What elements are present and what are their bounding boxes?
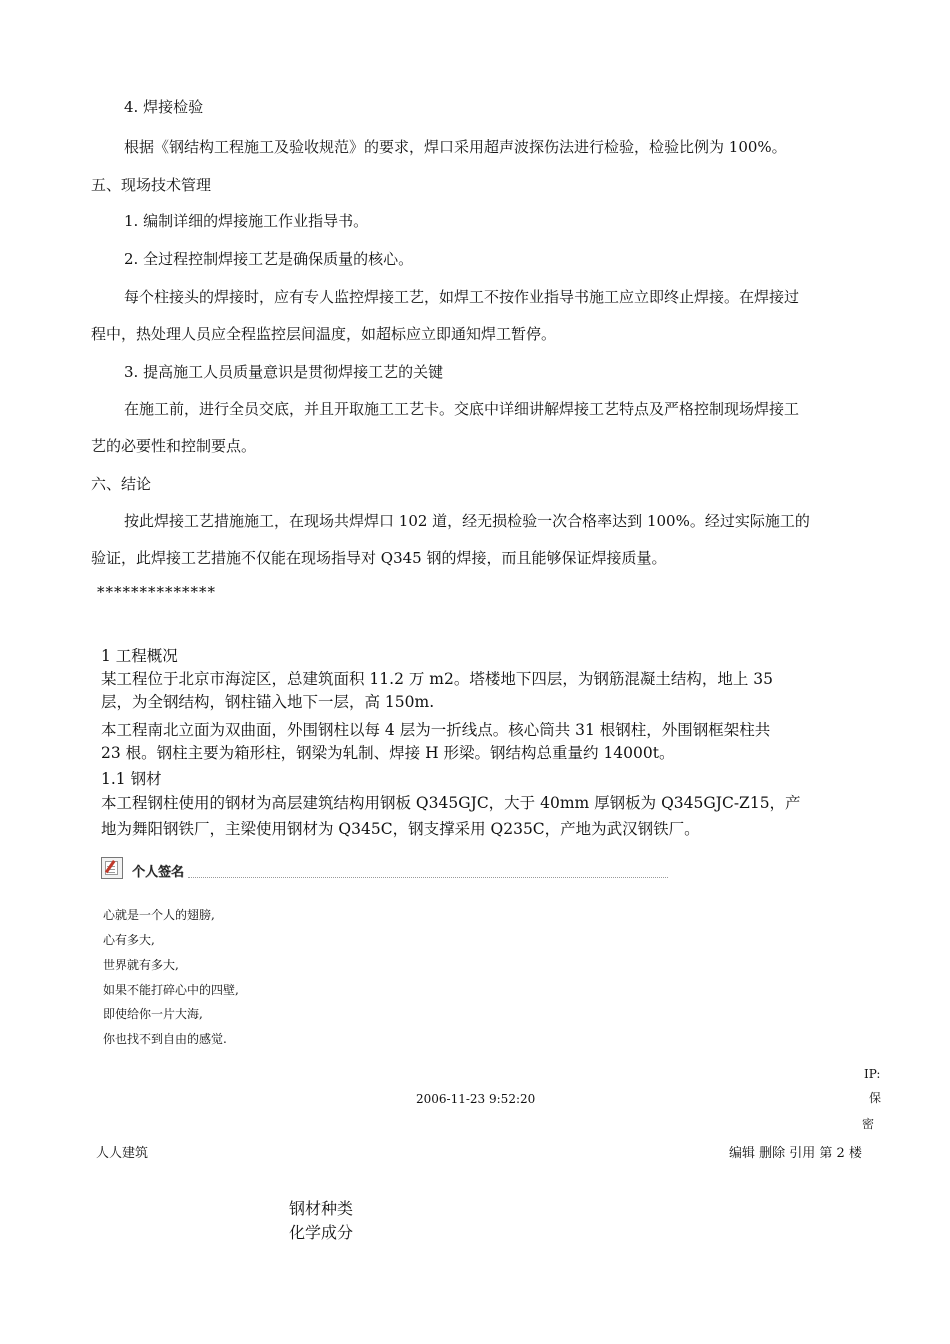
post-heading-1: 1 工程概况 <box>101 647 178 665</box>
signature-line-3: 世界就有多大, <box>103 958 179 972</box>
section-5-item-3: 3. 提高施工人员质量意识是贯彻焊接工艺的关键 <box>124 363 444 381</box>
section-5-para-2-line-2: 程中，热处理人员应全程监控层间温度，如超标应立即通知焊工暂停。 <box>91 325 557 343</box>
section-5-heading: 五、现场技术管理 <box>91 176 212 194</box>
post-author[interactable]: 人人建筑 <box>96 1146 149 1161</box>
signature-line-2: 心有多大, <box>103 933 155 947</box>
signature-icon <box>101 857 123 879</box>
post-timestamp: 2006-11-23 9:52:20 <box>416 1092 536 1106</box>
table-cell-chemical-composition: 化学成分 <box>289 1223 354 1242</box>
post-para-2-line-2: 23 根。钢柱主要为箱形柱，钢梁为轧制、焊接 H 形梁。钢结构总重量约 14000t。 <box>101 744 675 762</box>
table-cell-steel-type: 钢材种类 <box>289 1199 354 1218</box>
ip-label: IP: <box>864 1067 881 1081</box>
post-para-1-line-1: 某工程位于北京市海淀区，总建筑面积 11.2 万 m2。塔楼地下四层，为钢筋混凝土结构，地上 35 <box>101 670 774 688</box>
post-para-1-line-2: 层，为全钢结构，钢柱锚入地下一层，高 150m. <box>101 693 435 711</box>
signature-line-4: 如果不能打碎心中的四壁, <box>103 983 239 997</box>
signature-divider <box>188 877 668 878</box>
section-4-heading: 4. 焊接检验 <box>124 98 204 116</box>
post-para-2-line-1: 本工程南北立面为双曲面，外围钢柱以每 4 层为一折线点。核心筒共 31 根钢柱，外围钢框架柱共 <box>101 721 771 739</box>
section-5-para-3-line-1: 在施工前，进行全员交底，并且开取施工工艺卡。交底中详细讲解焊接工艺特点及严格控制现场焊接工 <box>124 400 800 418</box>
section-6-heading: 六、结论 <box>91 475 152 493</box>
post-para-3-line-2: 地为舞阳钢铁厂，主梁使用钢材为 Q345C，钢支撑采用 Q235C，产地为武汉钢铁厂。 <box>101 820 700 838</box>
signature-title: 个人签名 <box>132 865 185 880</box>
section-6-para-line-1: 按此焊接工艺措施施工，在现场共焊焊口 102 道，经无损检验一次合格率达到 100%。经过实际施工的 <box>124 512 810 530</box>
ip-value-char-2: 密 <box>862 1117 875 1131</box>
post-actions[interactable]: 编辑 删除 引用 第 2 楼 <box>729 1146 862 1161</box>
signature-line-6: 你也找不到自由的感觉. <box>103 1032 227 1046</box>
section-5-item-1: 1. 编制详细的焊接施工作业指导书。 <box>124 212 369 230</box>
section-5-item-2: 2. 全过程控制焊接工艺是确保质量的核心。 <box>124 250 414 268</box>
section-6-para-line-2: 验证，此焊接工艺措施不仅能在现场指导对 Q345 钢的焊接，而且能够保证焊接质量。 <box>91 549 667 567</box>
section-5-para-3-line-2: 艺的必要性和控制要点。 <box>91 437 257 455</box>
ip-value-char-1: 保 <box>869 1091 882 1105</box>
post-para-3-line-1: 本工程钢柱使用的钢材为高层建筑结构用钢板 Q345GJC，大于 40mm 厚钢板为 Q345GJC-Z15，产 <box>101 794 801 812</box>
post-heading-2: 1.1 钢材 <box>101 770 162 788</box>
signature-line-1: 心就是一个人的翅膀, <box>103 908 215 922</box>
separator: ************** <box>97 583 216 601</box>
section-4-paragraph: 根据《钢结构工程施工及验收规范》的要求，焊口采用超声波探伤法进行检验，检验比例为 100%。 <box>124 138 787 156</box>
signature-line-5: 即使给你一片大海, <box>103 1007 203 1021</box>
section-5-para-2-line-1: 每个柱接头的焊接时，应有专人监控焊接工艺，如焊工不按作业指导书施工应立即终止焊接。在焊接过 <box>124 288 800 306</box>
